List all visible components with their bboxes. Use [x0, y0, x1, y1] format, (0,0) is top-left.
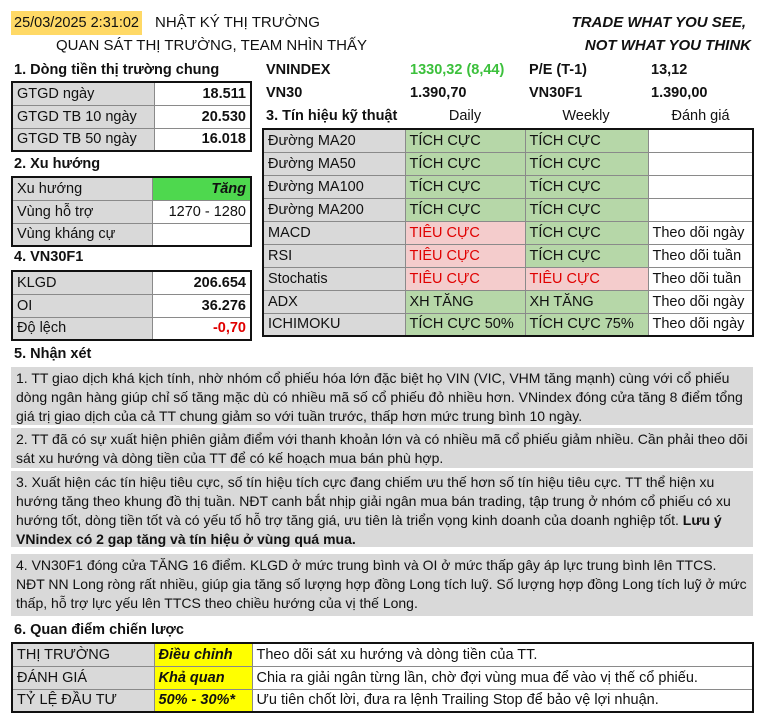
strategy-label: THỊ TRƯỜNG [12, 643, 154, 666]
strategy-value: Khả quan [154, 666, 252, 689]
table-row [12, 105, 251, 128]
row-value: 206.654 [152, 271, 251, 294]
evaluation: Theo dõi tuần [648, 244, 753, 267]
table-row [263, 129, 753, 152]
vn30-value: 1.390,70 [410, 85, 467, 101]
evaluation: Theo dõi tuần [648, 267, 753, 290]
trend-table [11, 176, 252, 247]
section-5-title: 5. Nhận xét [14, 346, 92, 362]
comment-4: 4. VN30F1 đóng cửa TĂNG 16 điểm. KLGD ở mức trung bình và OI ở mức thấp gây áp lực trung bình lên TTCS. NĐT NN Long ròng rất nhiều, giúp gia tăng số lượng hợp đồng Long tích luỹ. Số lượng hợp đồng Long tích luỹ ở mức thấp, hỗ trợ lực yếu lên TTCS theo chiều hướng của vị thế Long. [11, 554, 753, 616]
strategy-table [11, 642, 754, 713]
indicator-name: Đường MA200 [263, 198, 405, 221]
evaluation [648, 198, 753, 221]
weekly-signal: XH TĂNG [525, 290, 648, 313]
indicator-name: RSI [263, 244, 405, 267]
indicator-name: MACD [263, 221, 405, 244]
resistance-value [152, 223, 251, 246]
row-label: GTGD TB 10 ngày [12, 105, 154, 128]
table-row [12, 689, 753, 712]
strategy-desc: Chia ra giải ngân từng lần, chờ đợi vùng mua để vào vị thế cổ phiếu. [252, 666, 753, 689]
table-row [263, 221, 753, 244]
row-value: 20.530 [154, 105, 251, 128]
weekly-signal: TIÊU CỰC [525, 267, 648, 290]
vn30f1-table [11, 270, 252, 341]
table-row [12, 271, 251, 294]
strategy-desc: Ưu tiên chốt lời, đưa ra lệnh Trailing Stop để bảo vệ lợi nhuận. [252, 689, 753, 712]
daily-signal: TÍCH CỰC [405, 129, 525, 152]
weekly-signal: TÍCH CỰC [525, 244, 648, 267]
vn30f1-label: VN30F1 [529, 85, 583, 101]
evaluation [648, 129, 753, 152]
row-label: OI [12, 294, 152, 317]
evaluation: Theo dõi ngày [648, 313, 753, 336]
table-row [263, 267, 753, 290]
row-label: GTGD TB 50 ngày [12, 128, 154, 151]
table-row [263, 244, 753, 267]
vnindex-value: 1330,32 (8,44) [410, 62, 505, 78]
table-row [263, 198, 753, 221]
daily-signal: TIÊU CỰC [405, 221, 525, 244]
table-row [263, 175, 753, 198]
vnindex-label: VNINDEX [266, 62, 331, 78]
report-title: NHẬT KÝ THỊ TRƯỜNG [155, 14, 320, 31]
daily-signal: XH TĂNG [405, 290, 525, 313]
daily-signal: TÍCH CỰC 50% [405, 313, 525, 336]
indicator-name: Stochatis [263, 267, 405, 290]
weekly-signal: TÍCH CỰC 75% [525, 313, 648, 336]
section-4-title: 4. VN30F1 [14, 249, 84, 265]
strategy-label: ĐÁNH GIÁ [12, 666, 154, 689]
row-value: 36.276 [152, 294, 251, 317]
table-row [12, 643, 753, 666]
table-row [12, 82, 251, 105]
row-label: GTGD ngày [12, 82, 154, 105]
weekly-signal: TÍCH CỰC [525, 221, 648, 244]
weekly-signal: TÍCH CỰC [525, 175, 648, 198]
weekly-signal: TÍCH CỰC [525, 129, 648, 152]
daily-signal: TIÊU CỰC [405, 244, 525, 267]
col-weekly-header: Weekly [562, 108, 610, 124]
evaluation [648, 152, 753, 175]
table-row [12, 223, 251, 246]
table-row [12, 666, 753, 689]
row-value: -0,70 [152, 317, 251, 340]
strategy-value: Điều chỉnh [154, 643, 252, 666]
comment-3 [11, 471, 753, 547]
comment-3-text: 3. Xuất hiện các tín hiệu tiêu cực, số tín hiệu tích cực đang chiếm ưu thế hơn số tín hiệu tiêu cực. TT thể hiện xu hướng tăng theo khung đồ thị tuần. NĐT canh bắt nhịp giải ngân mua bán trading, tập trung ở nhóm cổ phiếu có xu hướng tốt, dòng tiền tốt và có yếu tố hỗ trợ tăng giá, ưu tiên là triển vọng kinh doanh của doanh nghiệp tốt. [16, 474, 731, 528]
section-3-title: 3. Tín hiệu kỹ thuật [266, 108, 398, 124]
comment-1: 1. TT giao dịch khá kịch tính, nhờ nhóm cổ phiếu hóa lớn đặc biệt họ VIN (VIC, VHM tăng mạnh) cùng với cổ phiếu dòng ngân hàng giúp chỉ số tăng mặc dù có nhiều mã số cổ phiếu đỏ nhiều hơn. VNindex đóng cửa tăng 8 điểm tổng giá trị giao dịch của cả TT chung giảm so với tuần trước, thấp hơn mức trung bình 10 ngày. [11, 367, 753, 425]
table-row [12, 200, 251, 223]
indicator-name: Đường MA50 [263, 152, 405, 175]
section-2-title: 2. Xu hướng [14, 156, 101, 172]
evaluation: Theo dõi ngày [648, 290, 753, 313]
weekly-signal: TÍCH CỰC [525, 152, 648, 175]
daily-signal: TIÊU CỰC [405, 267, 525, 290]
col-daily-header: Daily [448, 108, 482, 124]
trend-value: Tăng [152, 177, 251, 200]
row-value: 18.511 [154, 82, 251, 105]
vn30f1-value: 1.390,00 [651, 85, 708, 101]
row-label: Vùng hỗ trợ [12, 200, 152, 223]
table-row [263, 152, 753, 175]
row-label: Xu hướng [12, 177, 152, 200]
report-subtitle: QUAN SÁT THỊ TRƯỜNG, TEAM NHÌN THẤY [56, 37, 367, 54]
indicator-name: ADX [263, 290, 405, 313]
weekly-signal: TÍCH CỰC [525, 198, 648, 221]
row-label: Độ lệch [12, 317, 152, 340]
table-row [12, 294, 251, 317]
strategy-desc: Theo dõi sát xu hướng và dòng tiền của TT. [252, 643, 753, 666]
comment-2: 2. TT đã có sự xuất hiện phiên giảm điểm với thanh khoản lớn và có nhiều mã cổ phiếu giảm nhiều. Cần phải theo dõi sát xu hướng và dòng tiền của TT để có kế hoạch mua bán phù hợp. [11, 428, 753, 468]
row-label: Vùng kháng cự [12, 223, 152, 246]
comment-3-highlight: Lưu ý VNindex có 2 gap tăng và tín hiệu ở vùng quá mua. [16, 512, 722, 547]
evaluation: Theo dõi ngày [648, 221, 753, 244]
table-row [12, 317, 251, 340]
pe-value: 13,12 [651, 62, 688, 78]
table-row [12, 177, 251, 200]
timestamp: 25/03/2025 2:31:02 [11, 11, 142, 35]
slogan-line-1: TRADE WHAT YOU SEE, [571, 14, 746, 31]
indicator-name: Đường MA20 [263, 129, 405, 152]
table-row [263, 290, 753, 313]
strategy-label: TỶ LỆ ĐẦU TƯ [12, 689, 154, 712]
row-value: 16.018 [154, 128, 251, 151]
support-value: 1270 - 1280 [152, 200, 251, 223]
indicator-name: ICHIMOKU [263, 313, 405, 336]
market-flow-table [11, 81, 252, 152]
technical-signal-table [262, 128, 754, 337]
strategy-value: 50% - 30%* [154, 689, 252, 712]
daily-signal: TÍCH CỰC [405, 175, 525, 198]
evaluation [648, 175, 753, 198]
indicator-name: Đường MA100 [263, 175, 405, 198]
section-6-title: 6. Quan điểm chiến lược [14, 622, 184, 638]
vn30-label: VN30 [266, 85, 303, 101]
slogan-line-2: NOT WHAT YOU THINK [584, 37, 751, 54]
table-row [263, 313, 753, 336]
daily-signal: TÍCH CỰC [405, 152, 525, 175]
section-1-title: 1. Dòng tiền thị trường chung [14, 62, 220, 78]
col-eval-header: Đánh giá [671, 108, 730, 124]
table-row [12, 128, 251, 151]
pe-label: P/E (T-1) [529, 62, 588, 78]
row-label: KLGD [12, 271, 152, 294]
daily-signal: TÍCH CỰC [405, 198, 525, 221]
